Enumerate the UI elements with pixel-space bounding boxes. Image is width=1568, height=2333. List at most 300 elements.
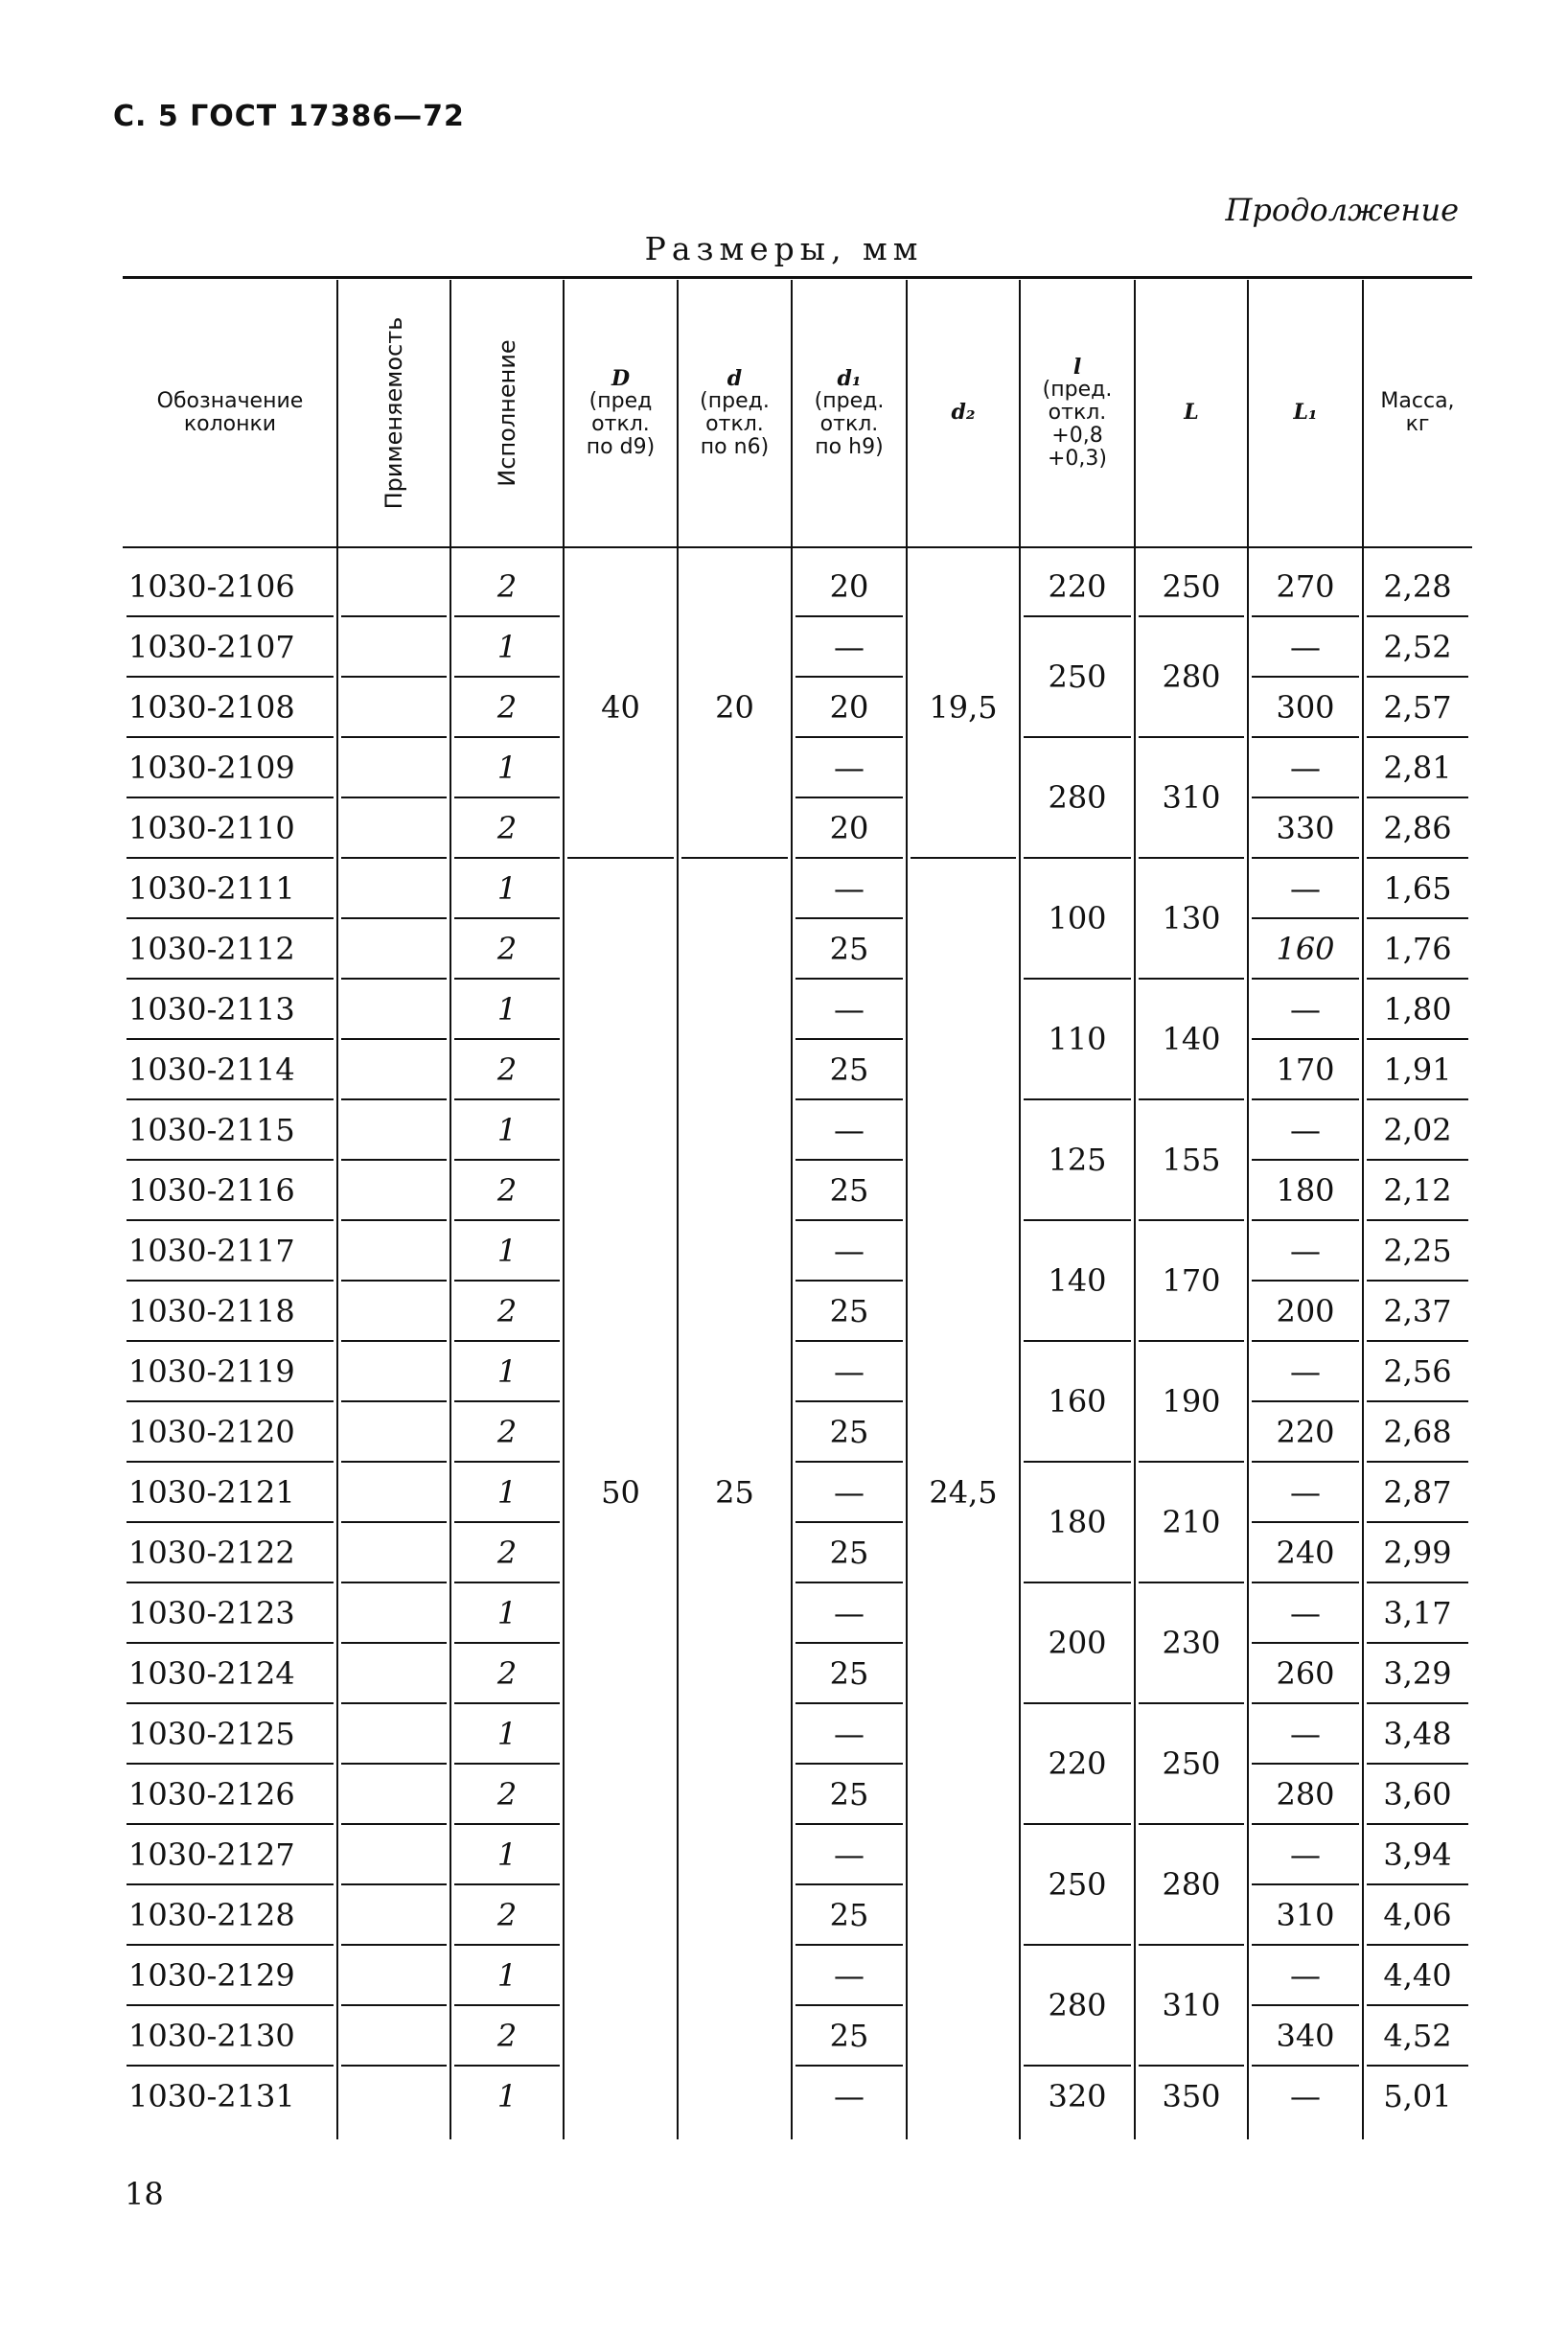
header-text: l	[1072, 354, 1082, 380]
row-version: 1	[496, 749, 518, 786]
group-L: 310	[1162, 1987, 1221, 2023]
row-rule	[454, 797, 560, 798]
row-rule	[341, 1159, 447, 1161]
row-designation: 1030-2121	[128, 1473, 295, 1511]
row-version: 2	[496, 809, 518, 846]
group-L: 130	[1162, 900, 1221, 936]
header-mass	[1363, 280, 1472, 546]
row-mass: 2,52	[1383, 628, 1452, 665]
header-text: d	[726, 365, 743, 391]
header-version: Исполнение	[494, 339, 520, 487]
header-text: (пред.	[814, 389, 885, 414]
group-L: 250	[1162, 1745, 1221, 1782]
header-text: (пред.	[1042, 378, 1113, 403]
row-rule	[796, 1280, 903, 1282]
row-rule	[454, 736, 560, 738]
row-L1: 200	[1276, 1292, 1335, 1329]
row-designation: 1030-2127	[128, 1836, 295, 1873]
row-d1: 25	[829, 2017, 869, 2054]
row-rule	[796, 917, 903, 919]
row-mass: 2,28	[1383, 567, 1452, 605]
row-rule	[1252, 1340, 1359, 1342]
group-rule	[1139, 1823, 1244, 1825]
row-rule	[1367, 1642, 1468, 1644]
row-rule	[1367, 797, 1468, 798]
row-rule	[1252, 1280, 1359, 1282]
row-rule	[1367, 1521, 1468, 1523]
group-rule	[1024, 978, 1131, 980]
group-rule	[1139, 1461, 1244, 1463]
row-rule	[127, 1582, 334, 1583]
row-version: 2	[496, 1051, 518, 1088]
row-rule	[1252, 797, 1359, 798]
row-L1: —	[1290, 1594, 1321, 1631]
row-L1: 270	[1276, 567, 1335, 605]
row-version: 1	[496, 1232, 518, 1269]
header-text: кг	[1405, 412, 1430, 436]
column-separator	[1362, 280, 1364, 2139]
row-rule	[1367, 1883, 1468, 1885]
row-rule	[454, 1280, 560, 1282]
row-version: 2	[496, 688, 518, 726]
row-rule	[1367, 676, 1468, 678]
row-rule	[1252, 1642, 1359, 1644]
row-designation: 1030-2118	[128, 1292, 295, 1329]
row-rule	[454, 1461, 560, 1463]
row-rule	[341, 1038, 447, 1040]
row-rule	[1367, 917, 1468, 919]
row-version: 2	[496, 567, 518, 605]
row-rule	[1252, 917, 1359, 919]
row-d1: 20	[829, 567, 869, 605]
row-d1: —	[834, 1111, 865, 1148]
row-version: 1	[496, 628, 518, 665]
group-L: 210	[1162, 1504, 1221, 1540]
group-l: 160	[1048, 1383, 1107, 1420]
header-text: Масса,	[1380, 389, 1455, 414]
row-mass: 1,91	[1383, 1051, 1452, 1088]
group-L: 170	[1162, 1262, 1221, 1299]
row-rule	[1367, 1159, 1468, 1161]
row-rule	[796, 2004, 903, 2006]
row-L1: —	[1290, 990, 1321, 1028]
row-rule	[454, 1521, 560, 1523]
group-l: 100	[1048, 900, 1107, 936]
row-rule	[454, 1944, 560, 1946]
row-version: 2	[496, 2017, 518, 2054]
row-rule	[1252, 1763, 1359, 1765]
row-rule	[796, 1461, 903, 1463]
row-d1: 20	[829, 688, 869, 726]
group-rule	[1139, 978, 1244, 980]
row-rule	[127, 1763, 334, 1765]
row-L1: —	[1290, 1473, 1321, 1511]
row-rule	[454, 2004, 560, 2006]
row-designation: 1030-2106	[128, 567, 295, 605]
row-rule	[796, 797, 903, 798]
row-mass: 2,86	[1383, 809, 1452, 846]
group-rule	[1024, 1219, 1131, 1221]
row-rule	[127, 1944, 334, 1946]
row-mass: 2,02	[1383, 1111, 1452, 1148]
row-designation: 1030-2114	[128, 1051, 295, 1088]
group-L: 250	[1162, 567, 1221, 605]
group-rule	[1139, 615, 1244, 617]
row-mass: 2,99	[1383, 1534, 1452, 1571]
row-rule	[341, 1582, 447, 1583]
row-rule	[796, 978, 903, 980]
group-rule	[1024, 1944, 1131, 1946]
row-rule	[127, 736, 334, 738]
header-text: (пред	[588, 389, 653, 414]
page-number: 18	[125, 2176, 164, 2212]
table-top-rule	[123, 276, 1472, 279]
row-rule	[1252, 978, 1359, 980]
row-rule	[341, 1763, 447, 1765]
row-version: 1	[496, 869, 518, 907]
row-designation: 1030-2126	[128, 1775, 295, 1813]
row-designation: 1030-2107	[128, 628, 295, 665]
row-rule	[1367, 1944, 1468, 1946]
group-l: 280	[1048, 779, 1107, 816]
row-rule	[127, 1038, 334, 1040]
row-designation: 1030-2116	[128, 1171, 295, 1209]
group-L: 280	[1162, 1866, 1221, 1903]
row-rule	[1367, 615, 1468, 617]
row-d1: 25	[829, 1413, 869, 1450]
row-rule	[454, 1823, 560, 1825]
row-L1: 180	[1276, 1171, 1335, 1209]
row-rule	[1252, 1521, 1359, 1523]
header-text: откл.	[819, 412, 879, 436]
row-rule	[796, 2065, 903, 2067]
row-d1: —	[834, 1232, 865, 1269]
row-mass: 2,25	[1383, 1232, 1452, 1269]
row-rule	[341, 676, 447, 678]
row-rule	[127, 1280, 334, 1282]
row-rule	[1367, 1702, 1468, 1704]
row-rule	[127, 797, 334, 798]
header-text: откл.	[591, 412, 650, 436]
header-L	[1135, 280, 1248, 546]
row-rule	[454, 1582, 560, 1583]
row-rule	[341, 917, 447, 919]
row-d1: —	[834, 1836, 865, 1873]
row-L1: 170	[1276, 1051, 1335, 1088]
group-L: 280	[1162, 658, 1221, 695]
row-L1: —	[1290, 749, 1321, 786]
header-text: (пред.	[700, 389, 770, 414]
row-rule	[1367, 1763, 1468, 1765]
row-mass: 3,29	[1383, 1654, 1452, 1692]
row-rule	[127, 917, 334, 919]
row-version: 2	[496, 1896, 518, 1933]
row-rule	[1252, 857, 1359, 859]
row-rule	[1252, 676, 1359, 678]
group-l: 220	[1048, 1745, 1107, 1782]
row-rule	[1367, 857, 1468, 859]
group-l: 110	[1048, 1021, 1107, 1057]
row-mass: 3,60	[1383, 1775, 1452, 1813]
row-L1: 220	[1276, 1413, 1335, 1450]
group-rule	[1024, 857, 1131, 859]
row-rule	[1367, 1098, 1468, 1100]
group-l: 125	[1048, 1142, 1107, 1178]
row-mass: 1,76	[1383, 930, 1452, 967]
group-rule	[1024, 1823, 1131, 1825]
row-version: 2	[496, 1413, 518, 1450]
row-rule	[341, 1521, 447, 1523]
row-rule	[127, 1823, 334, 1825]
group-D: 40	[601, 688, 640, 726]
row-version: 1	[496, 1111, 518, 1148]
group-L: 190	[1162, 1383, 1221, 1420]
header-text: Обозначение	[156, 389, 304, 414]
header-text: по n6)	[700, 434, 770, 459]
row-L1: 280	[1276, 1775, 1335, 1813]
row-rule	[454, 917, 560, 919]
header-text: d₂	[951, 400, 976, 426]
group-L: 350	[1162, 2077, 1221, 2114]
row-mass: 2,57	[1383, 688, 1452, 726]
row-rule	[341, 2065, 447, 2067]
row-rule	[1367, 1280, 1468, 1282]
row-rule	[1367, 2065, 1468, 2067]
row-version: 1	[496, 1352, 518, 1390]
row-mass: 2,12	[1383, 1171, 1452, 1209]
row-L1: 310	[1276, 1896, 1335, 1933]
row-d1: 25	[829, 1051, 869, 1088]
row-version: 1	[496, 990, 518, 1028]
row-rule	[796, 1582, 903, 1583]
header-text: откл.	[705, 412, 764, 436]
row-designation: 1030-2131	[128, 2077, 295, 2114]
row-rule	[1367, 1219, 1468, 1221]
row-rule	[1367, 1823, 1468, 1825]
group-rule	[1024, 1461, 1131, 1463]
row-rule	[1252, 1038, 1359, 1040]
row-d1: 25	[829, 1654, 869, 1692]
group-rule	[911, 857, 1016, 859]
group-rule	[1024, 1098, 1131, 1100]
row-rule	[796, 1038, 903, 1040]
row-L1: 240	[1276, 1534, 1335, 1571]
row-mass: 4,06	[1383, 1896, 1452, 1933]
row-mass: 2,68	[1383, 1413, 1452, 1450]
row-designation: 1030-2129	[128, 1956, 295, 1994]
row-mass: 4,52	[1383, 2017, 1452, 2054]
row-rule	[127, 1642, 334, 1644]
row-rule	[796, 1944, 903, 1946]
row-rule	[1252, 1461, 1359, 1463]
row-rule	[796, 1219, 903, 1221]
row-L1: 330	[1276, 809, 1335, 846]
row-rule	[454, 978, 560, 980]
row-rule	[796, 1702, 903, 1704]
row-mass: 5,01	[1383, 2077, 1452, 2114]
group-d: 20	[715, 688, 754, 726]
row-rule	[127, 1702, 334, 1704]
row-rule	[341, 1219, 447, 1221]
row-mass: 1,65	[1383, 869, 1452, 907]
column-separator	[336, 280, 338, 2139]
row-rule	[1367, 2004, 1468, 2006]
row-mass: 1,80	[1383, 990, 1452, 1028]
row-L1: —	[1290, 1715, 1321, 1752]
row-rule	[127, 1400, 334, 1402]
row-rule	[341, 1823, 447, 1825]
row-rule	[454, 1340, 560, 1342]
row-designation: 1030-2108	[128, 688, 295, 726]
header-d2	[907, 280, 1020, 546]
row-mass: 3,94	[1383, 1836, 1452, 1873]
row-mass: 2,56	[1383, 1352, 1452, 1390]
group-rule	[1139, 1340, 1244, 1342]
row-rule	[341, 1702, 447, 1704]
group-rule	[1024, 2065, 1131, 2067]
row-designation: 1030-2125	[128, 1715, 295, 1752]
row-rule	[127, 1883, 334, 1885]
row-mass: 2,37	[1383, 1292, 1452, 1329]
group-d2: 19,5	[929, 688, 998, 726]
row-designation: 1030-2128	[128, 1896, 295, 1933]
row-rule	[127, 1340, 334, 1342]
row-designation: 1030-2120	[128, 1413, 295, 1450]
header-designation	[123, 280, 337, 546]
row-rule	[341, 2004, 447, 2006]
row-d1: —	[834, 1352, 865, 1390]
row-version: 1	[496, 1715, 518, 1752]
row-rule	[1252, 1582, 1359, 1583]
row-rule	[796, 1823, 903, 1825]
row-L1: 300	[1276, 688, 1335, 726]
row-designation: 1030-2113	[128, 990, 295, 1028]
header-bottom-rule	[123, 546, 1472, 548]
row-L1: —	[1290, 1956, 1321, 1994]
row-rule	[454, 1883, 560, 1885]
row-designation: 1030-2112	[128, 930, 295, 967]
row-rule	[1252, 2004, 1359, 2006]
header-L1	[1248, 280, 1363, 546]
row-rule	[341, 857, 447, 859]
row-designation: 1030-2124	[128, 1654, 295, 1692]
row-rule	[796, 615, 903, 617]
row-designation: 1030-2123	[128, 1594, 295, 1631]
row-rule	[454, 2065, 560, 2067]
row-version: 1	[496, 1473, 518, 1511]
row-rule	[127, 2065, 334, 2067]
continuation-label: Продолжение	[1225, 192, 1459, 228]
row-d1: —	[834, 628, 865, 665]
row-rule	[1252, 1944, 1359, 1946]
row-rule	[454, 1763, 560, 1765]
header-applicability: Применяемость	[380, 316, 407, 510]
header-text: колонки	[183, 412, 277, 436]
group-rule	[1139, 736, 1244, 738]
row-rule	[127, 2004, 334, 2006]
row-rule	[454, 1098, 560, 1100]
group-rule	[1139, 1219, 1244, 1221]
column-separator	[563, 280, 565, 2139]
header-d	[678, 280, 792, 546]
row-mass: 3,17	[1383, 1594, 1452, 1631]
group-rule	[1139, 1702, 1244, 1704]
group-d2: 24,5	[929, 1473, 998, 1511]
row-d1: —	[834, 2077, 865, 2114]
row-d1: 25	[829, 1534, 869, 1571]
group-rule	[1139, 1944, 1244, 1946]
row-mass: 4,40	[1383, 1956, 1452, 1994]
row-rule	[1367, 1038, 1468, 1040]
row-rule	[454, 676, 560, 678]
group-l: 320	[1048, 2077, 1107, 2114]
row-rule	[127, 1219, 334, 1221]
header-text: по h9)	[815, 434, 884, 459]
row-version: 2	[496, 1171, 518, 1209]
row-designation: 1030-2122	[128, 1534, 295, 1571]
row-d1: 25	[829, 1292, 869, 1329]
row-L1: —	[1290, 1111, 1321, 1148]
row-rule	[341, 1400, 447, 1402]
group-L: 310	[1162, 779, 1221, 816]
group-l: 250	[1048, 658, 1107, 695]
row-rule	[341, 797, 447, 798]
row-rule	[341, 1944, 447, 1946]
row-d1: 25	[829, 1896, 869, 1933]
row-rule	[454, 1038, 560, 1040]
row-rule	[454, 1702, 560, 1704]
header-text: D	[611, 365, 631, 391]
row-version: 1	[496, 1956, 518, 1994]
row-mass: 2,87	[1383, 1473, 1452, 1511]
group-l: 200	[1048, 1625, 1107, 1661]
group-rule	[567, 857, 674, 859]
header-text: по d9)	[586, 434, 656, 459]
row-d1: —	[834, 1715, 865, 1752]
row-version: 1	[496, 1836, 518, 1873]
header-D	[564, 280, 678, 546]
row-d1: 20	[829, 809, 869, 846]
row-rule	[454, 1219, 560, 1221]
group-l: 220	[1048, 567, 1107, 605]
header-text: +0,8	[1051, 423, 1103, 448]
row-rule	[341, 615, 447, 617]
group-L: 155	[1162, 1142, 1221, 1178]
row-rule	[796, 1642, 903, 1644]
row-rule	[341, 736, 447, 738]
row-rule	[341, 1340, 447, 1342]
row-rule	[796, 1763, 903, 1765]
row-rule	[341, 1280, 447, 1282]
row-version: 2	[496, 1534, 518, 1571]
row-rule	[454, 1642, 560, 1644]
row-version: 2	[496, 1775, 518, 1813]
row-rule	[796, 1400, 903, 1402]
row-rule	[1252, 1400, 1359, 1402]
row-rule	[1367, 736, 1468, 738]
group-rule	[1024, 615, 1131, 617]
row-rule	[1367, 1400, 1468, 1402]
row-version: 1	[496, 2077, 518, 2114]
row-L1: 340	[1276, 2017, 1335, 2054]
row-L1: —	[1290, 869, 1321, 907]
row-rule	[127, 1159, 334, 1161]
row-L1: —	[1290, 1232, 1321, 1269]
row-rule	[341, 1642, 447, 1644]
row-rule	[1252, 736, 1359, 738]
row-designation: 1030-2110	[128, 809, 295, 846]
column-separator	[906, 280, 908, 2139]
